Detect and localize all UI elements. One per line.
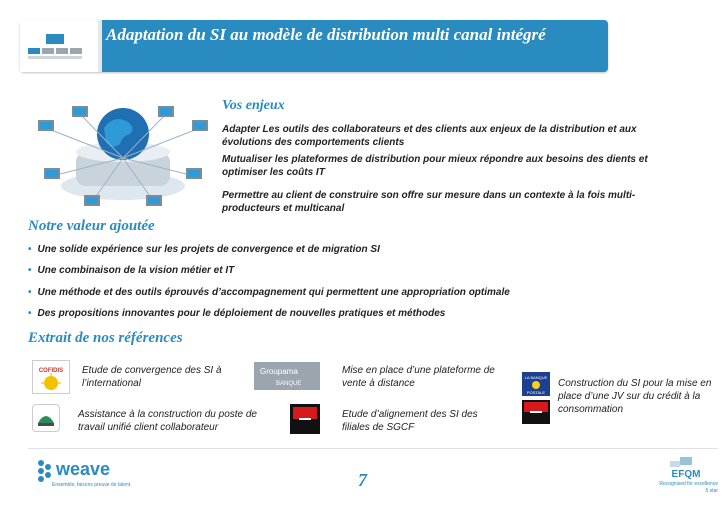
reference-text: Etude d’alignement des SI des filiales de SGCF	[342, 409, 478, 433]
grid-logo-icon	[20, 20, 98, 72]
svg-text:COFIDIS: COFIDIS	[38, 368, 64, 374]
page-title: Adaptation du SI au modèle de distribution multi canal intégré	[106, 25, 546, 44]
reference-text: Construction du SI pour la mise en place d’une JV sur du crédit à la consommation	[558, 378, 712, 415]
valeur-bullet: • Une méthode et des outils éprouvés d’accompagnement qui permettent une appropriation optimale	[28, 287, 510, 298]
enjeux-item-1: Adapter Les outils des collaborateurs et des clients aux enjeux de la distribution et aux évolutions des comportements clients	[222, 124, 637, 148]
footer-divider	[28, 448, 718, 449]
references-title: Extrait de nos références	[28, 330, 183, 346]
reference-text: Etude de convergence des SI à l’international	[82, 365, 222, 389]
efqm-logo	[618, 455, 718, 495]
page-number: 7	[358, 470, 367, 490]
societe-generale-icon	[290, 404, 320, 434]
societe-generale-icon	[522, 400, 550, 424]
svg-text:BANQUE: BANQUE	[276, 381, 302, 387]
valeur-bullet: • Une solide expérience sur les projets de convergence et de migration SI	[28, 244, 380, 255]
svg-text:Groupama: Groupama	[260, 367, 298, 376]
enjeux-item-3: Permettre au client de construire son offre sur mesure dans un contexte à la fois multi- producteurs et multicanal	[222, 190, 636, 214]
valeur-bullet: • Des propositions innovantes pour le déploiement de nouvelles pratiques et méthodes	[28, 308, 446, 319]
groupama-logo	[254, 362, 320, 390]
cofidis-logo	[32, 360, 70, 394]
svg-text:Ensemble, faisons preuve de ta: Ensemble, faisons preuve de talent.	[52, 482, 132, 488]
weave-logo	[36, 455, 156, 491]
la-banque-postale-logo	[522, 372, 550, 396]
svg-text:EFQM: EFQM	[671, 469, 701, 480]
reference-text: Mise en place d’une plateforme de vente à distance	[342, 365, 495, 389]
reference-text: Assistance à la construction du poste de travail unifié client collaborateur	[78, 409, 257, 433]
header-logo	[20, 20, 102, 72]
svg-text:weave: weave	[56, 459, 111, 479]
bank-icon	[32, 404, 60, 432]
svg-text:5 star: 5 star	[705, 488, 718, 494]
svg-text:POSTALE: POSTALE	[526, 390, 546, 395]
valeur-title: Notre valeur ajoutée	[28, 218, 155, 234]
enjeux-title: Vos enjeux	[222, 98, 285, 113]
svg-text:Recognised for excellence: Recognised for excellence	[659, 481, 718, 487]
network-globe-image	[32, 98, 214, 210]
enjeux-item-2: Mutualiser les plateformes de distribution pour mieux répondre aux besoins des dients et optimiser les coûts IT	[222, 154, 648, 178]
svg-text:LA BANQUE: LA BANQUE	[524, 375, 548, 380]
valeur-bullet: • Une combinaison de la vision métier et IT	[28, 265, 235, 276]
